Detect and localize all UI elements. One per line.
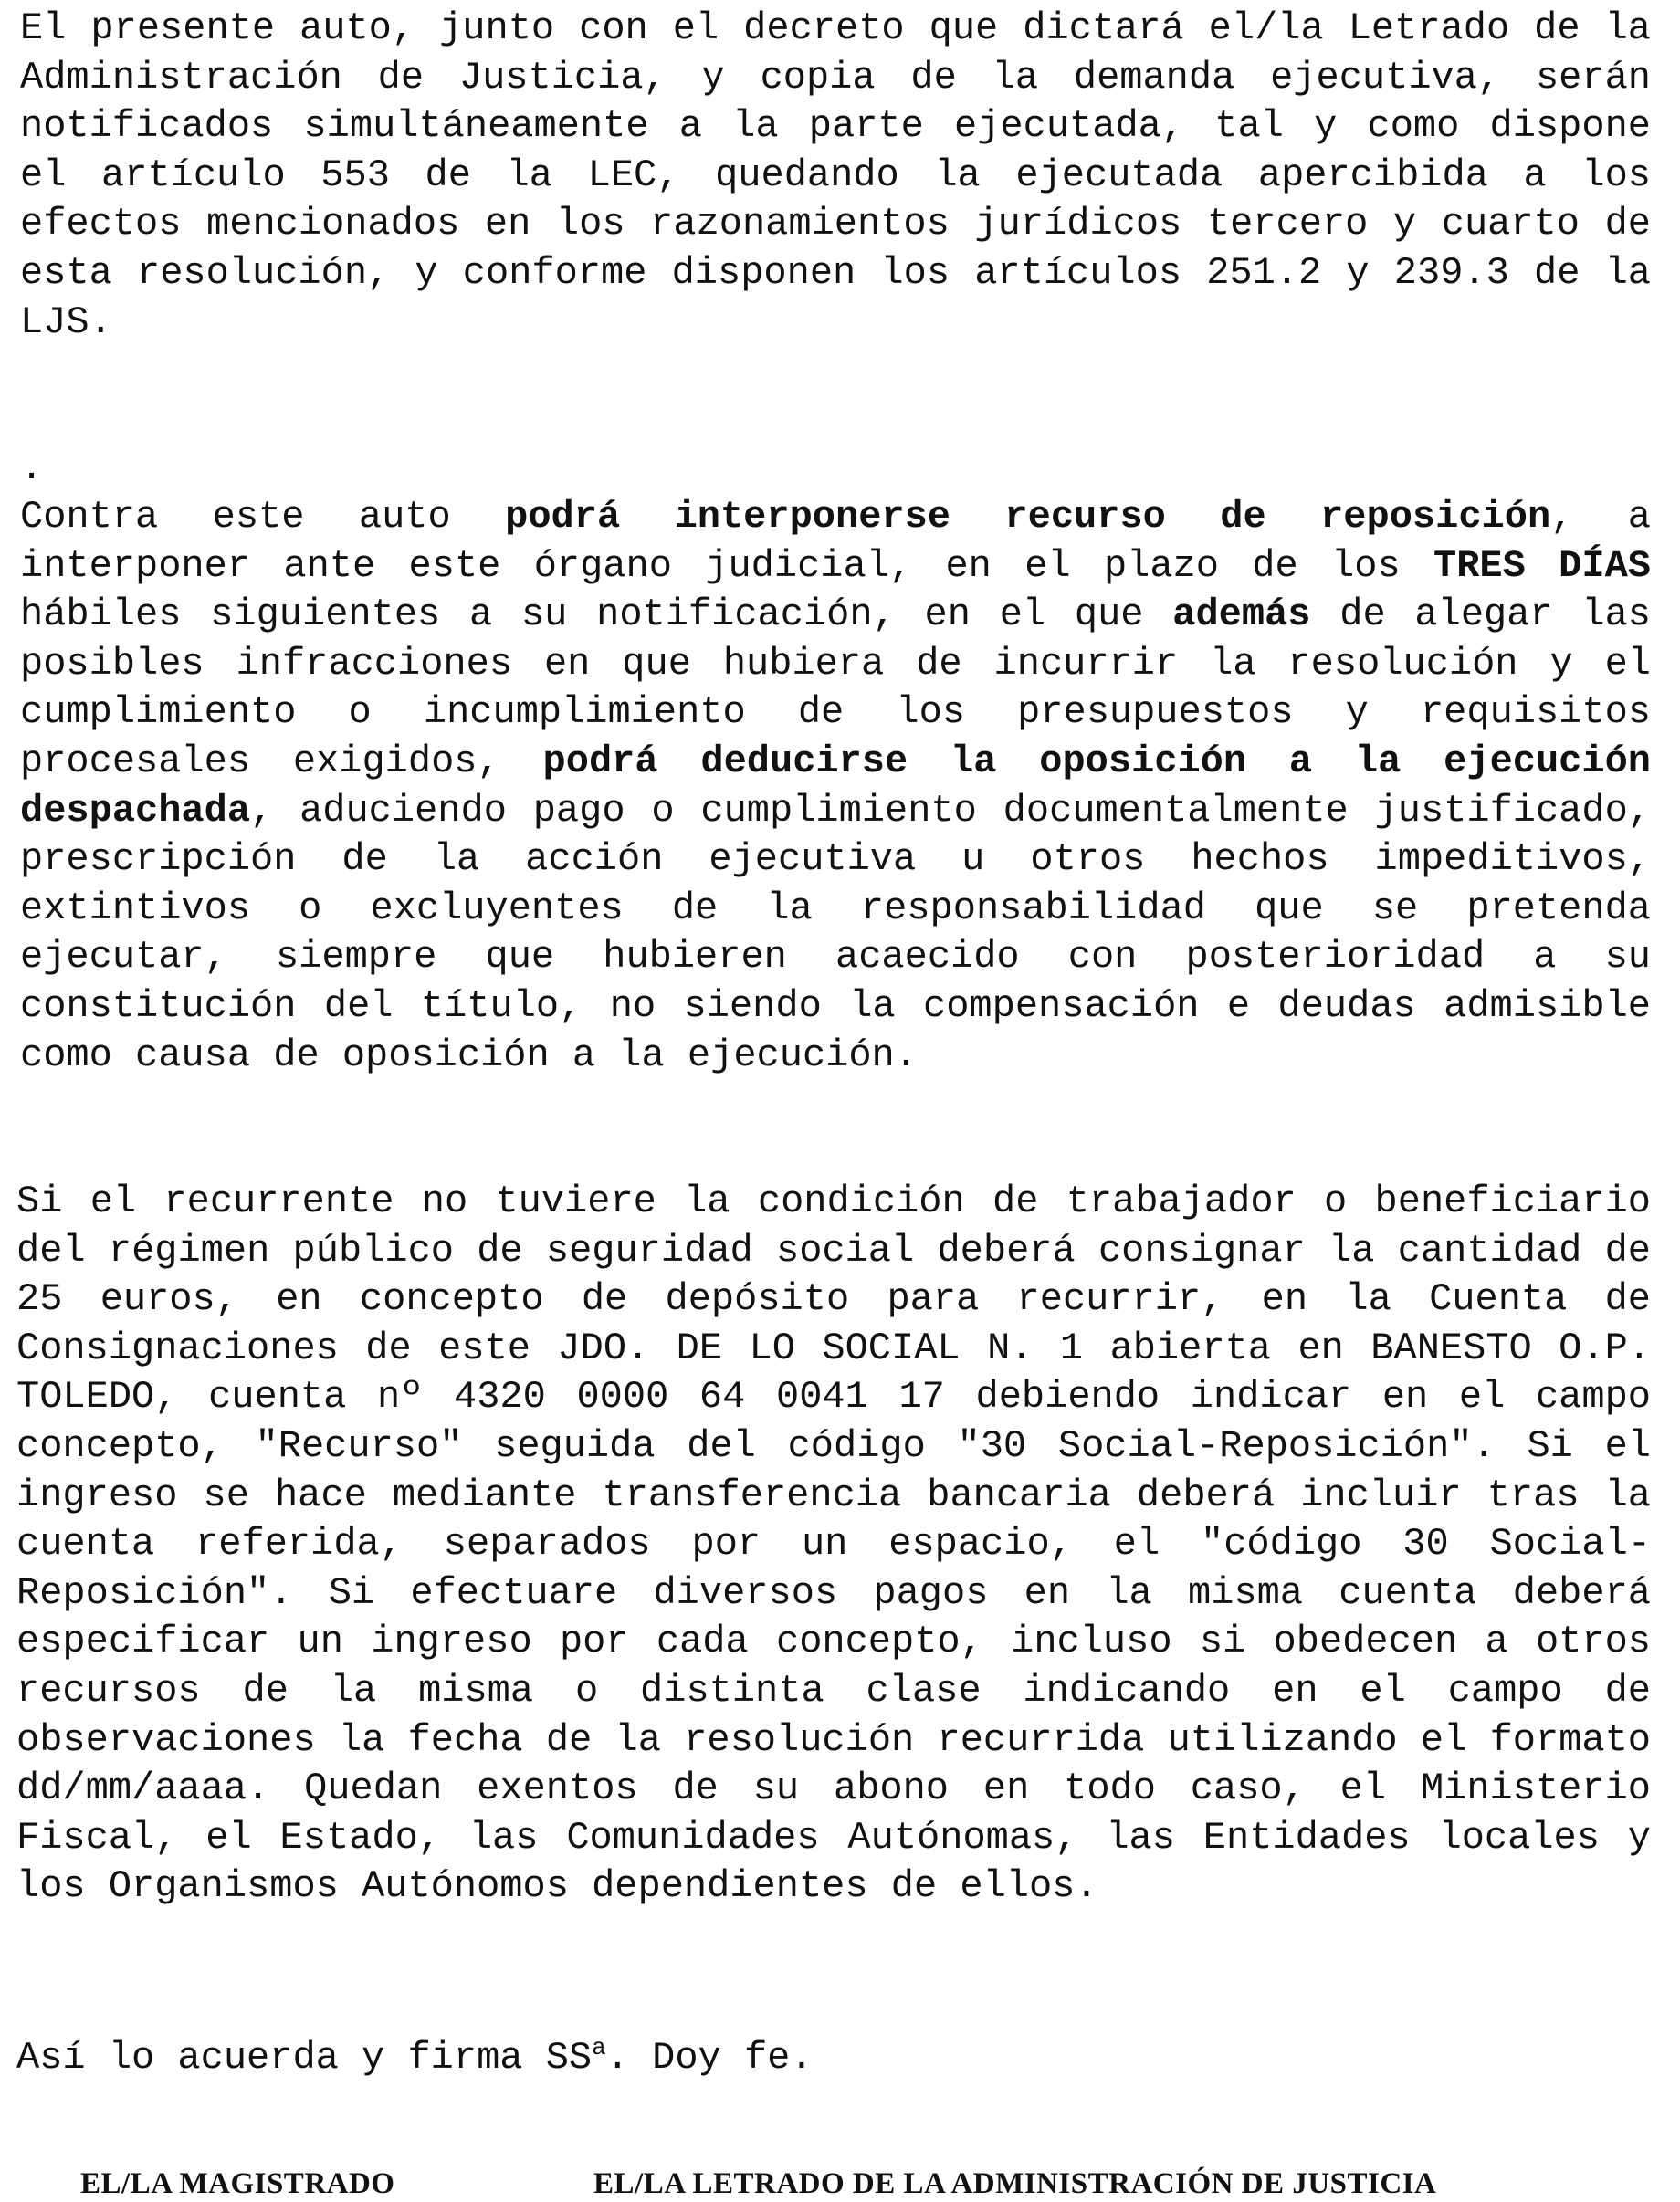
appeal-text-3: hábiles siguientes a su notificación, en el que xyxy=(20,592,1173,637)
paragraph-closing xyxy=(16,2034,1651,2083)
closing-superscript: a xyxy=(592,2034,606,2061)
paragraph-dot: . xyxy=(20,446,44,490)
signature-magistrado: EL/LA MAGISTRADO xyxy=(80,2167,395,2200)
appeal-text-1: Contra este auto xyxy=(20,495,506,539)
document-page xyxy=(16,0,1651,2198)
appeal-text-4: de alegar las posibles infracciones en que hubiera de incurrir la resolución y el cumplimiento o incumplimiento de los presupuestos y requisitos procesales exigidos, xyxy=(20,592,1652,783)
signature-letrado: EL/LA LETRADO DE LA ADMINISTRACIÓN DE JUSTICIA xyxy=(593,2167,1437,2200)
paragraph-deposit: Si el recurrente no tuviere la condición de trabajador o beneficiario del régimen público de seguridad social deberá consignar la cantidad de 25 euros, en concepto de depósito para recurrir, en la Cuenta de Consignaciones de este JDO. DE LO SOCIAL N. 1 abierta en BANESTO O.P. TOLEDO, cuenta nº 4320 0000 64 0041 17 debiendo indicar en el campo concepto, "Recurso" seguida del código "30 Social-Reposición". Si el ingreso se hace mediante transferencia bancaria deberá incluir tras la cuenta referida, separados por un espacio, el "código 30 Social- Reposición". Si efectuare diversos pagos en la misma cuenta deberá especificar un ingreso por cada concepto, incluso si obedecen a otros recursos de la misma o distinta clase indicando en el campo de observaciones la fecha de la resolución recurrida utilizando el formato dd/mm/aaaa. Quedan exentos de su abono en todo caso, el Ministerio Fiscal, el Estado, las Comunidades Autónomas, las Entidades locales y los Organismos Autónomos dependientes de ellos. xyxy=(16,1180,1651,1909)
closing-text: Así lo acuerda y firma SS xyxy=(16,2036,593,2080)
appeal-text-2: , a interponer ante este órgano judicial, en el plazo de los xyxy=(20,495,1651,588)
appeal-bold-tres-dias: TRES DÍAS xyxy=(1433,543,1651,588)
paragraph-notification: El presente auto, junto con el decreto que dictará el/la Letrado de la Administración de Justicia, y copia de la demanda ejecutiva, serán notificados simultáneamente a la parte ejecutada, tal y como dispone el artículo 553 de la LEC, quedando la ejecutada apercibida a los efectos mencionados en los razonamientos jurídicos tercero y cuarto de esta resolución, y conforme disponen los artículos 251.2 y 239.3 de la LJS. xyxy=(20,6,1651,344)
appeal-bold-oposicion: podrá deducirse la oposición a la ejecución despachada xyxy=(20,739,1651,833)
closing-end: . Doy fe. xyxy=(605,2036,814,2080)
paragraph-appeal xyxy=(20,493,1651,1080)
appeal-text-5: , aduciendo pago o cumplimiento documentalmente justificado, prescripción de la acción ejecutiva u otros hechos impeditivos, extintivos o excluyentes de la responsabilidad que se pretenda ejecutar, siempre que hubieren acaecido con posterioridad a su constitución del título, no siendo la compensación e deudas admisible como causa de oposición a la ejecución. xyxy=(20,788,1651,1077)
appeal-bold-ademas: además xyxy=(1172,592,1311,637)
appeal-bold-reposicion: podrá interponerse recurso de reposición xyxy=(505,495,1551,539)
